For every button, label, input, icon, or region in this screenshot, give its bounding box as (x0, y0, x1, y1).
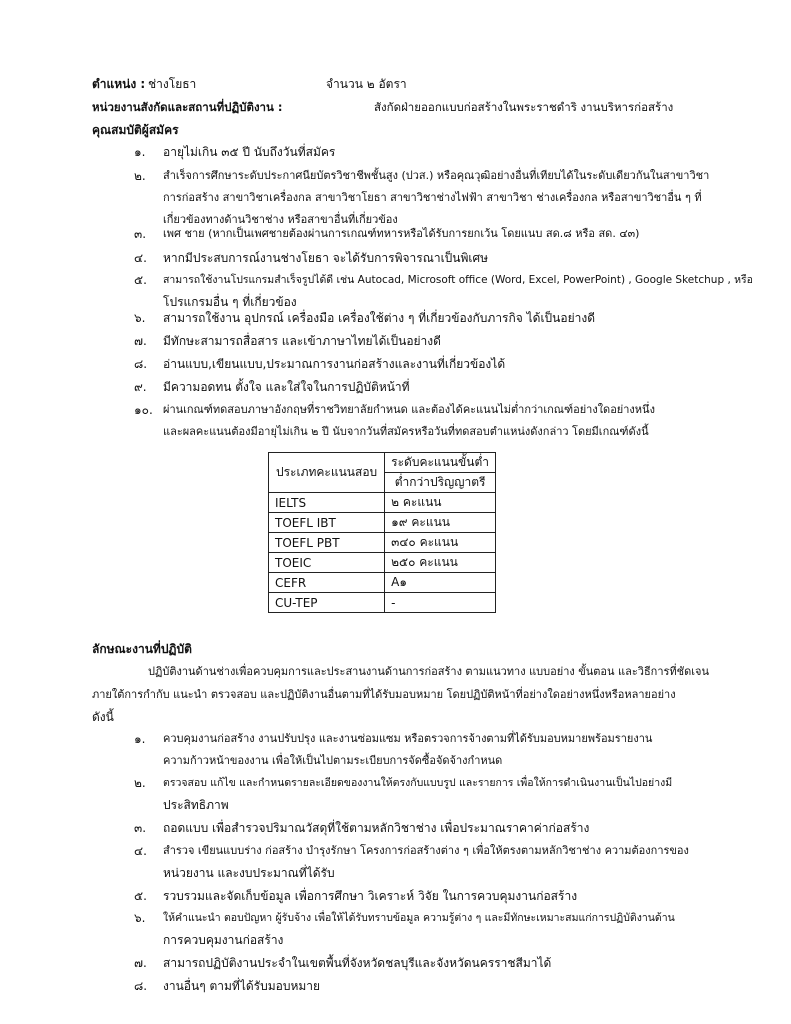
qualification-number: ๙. (134, 380, 147, 394)
duty-number: ๖. (134, 911, 146, 925)
qualification-text: เกี่ยวข้องทางด้านวิชาช่าง หรือสาขาอื่นที่เกี่ยวข้อง (163, 213, 398, 226)
score-cell: ๓๔๐ คะแนน (385, 533, 496, 553)
test-name-cell: IELTS (269, 493, 385, 513)
duty-number: ๗. (134, 956, 147, 970)
qualification-text: และผลคะแนนต้องมีอายุไม่เกิน ๒ ปี นับจากวันที่สมัครหรือวันที่ทดสอบตำแหน่งดังกล่าว โดยมีเกณฑ์ดังนี้ (163, 425, 649, 438)
table-row (269, 553, 496, 573)
table-header-below-bachelor: ต่ำกว่าปริญญาตรี (385, 473, 496, 493)
table-header-row (269, 453, 496, 473)
duty-text: ถอดแบบ เพื่อสำรวจปริมาณวัสดุที่ใช้ตามหลักวิชาช่าง เพื่อประมาณราคาค่าก่อสร้าง (163, 821, 590, 835)
table-row (269, 573, 496, 593)
score-cell: - (385, 593, 496, 613)
table-row (269, 513, 496, 533)
table-row (269, 593, 496, 613)
unit-label: หน่วยงานสังกัดและสถานที่ปฏิบัติงาน : (92, 100, 283, 114)
duty-text: หน่วยงาน และงบประมาณที่ได้รับ (163, 866, 335, 880)
duty-text: ให้คำแนะนำ ตอบปัญหา ผู้รับจ้าง เพื่อให้ได้รับทราบข้อมูล ความรู้ต่าง ๆ และมีทักษะเหมาะสมแก่การปฏิบัติงานด้าน (163, 912, 675, 924)
qualification-text: สามารถใช้งาน อุปกรณ์ เครื่องมือ เครื่องใช้ต่าง ๆ ที่เกี่ยวข้องกับภารกิจ ได้เป็นอย่างดี (163, 311, 595, 325)
position-label: ตำแหน่ง : (92, 77, 146, 91)
duty-text: สำรวจ เขียนแบบร่าง ก่อสร้าง บำรุงรักษา โครงการก่อสร้างต่าง ๆ เพื่อให้ตรงตามหลักวิชาช่าง ความต้องการของ (163, 844, 689, 857)
score-cell: ๒ คะแนน (385, 493, 496, 513)
score-cell: ๒๕๐ คะแนน (385, 553, 496, 573)
qualification-text: มีความอดทน ตั้งใจ และใส่ใจในการปฏิบัติหน้าที่ (163, 380, 410, 394)
qualification-text: อายุไม่เกิน ๓๕ ปี นับถึงวันที่สมัคร (163, 145, 336, 159)
duty-text: ความก้าวหน้าของงาน เพื่อให้เป็นไปตามระเบียบการจัดซื้อจัดจ้างกำหนด (163, 754, 503, 767)
duty-text: ประสิทธิภาพ (163, 798, 229, 812)
duty-number: ๘. (134, 979, 148, 993)
qualification-number: ๒. (134, 169, 146, 183)
test-name-cell: TOEFL PBT (269, 533, 385, 553)
position-value: ช่างโยธา (148, 77, 197, 91)
duty-text: ตรวจสอบ แก้ไข และกำหนดรายละเอียดของงานให้ตรงกับแบบรูป และรายการ เพื่อให้การดำเนินงานเป็นไปอย่างมี (163, 777, 673, 789)
duty-text: ควบคุมงานก่อสร้าง งานปรับปรุง และงานซ่อมแซม หรือตรวจการจ้างตามที่ได้รับมอบหมายพร้อมรายงาน (163, 732, 653, 745)
qualification-number: ๘. (134, 357, 148, 371)
qualification-text: เพศ ชาย (หากเป็นเพศชายต้องผ่านการเกณฑ์ทหารหรือได้รับการยกเว้น โดยแนบ สด.๘ หรือ สด. ๔๓) (163, 227, 640, 240)
qualifications-heading: คุณสมบัติผู้สมัคร (92, 123, 179, 137)
score-cell: ๑๙ คะแนน (385, 513, 496, 533)
duty-number: ๑. (134, 732, 146, 746)
qualification-text: หากมีประสบการณ์งานช่างโยธา จะได้รับการพิจารณาเป็นพิเศษ (163, 251, 489, 265)
table-row (269, 533, 496, 553)
table-header-test-type: ประเภทคะแนนสอบ (269, 453, 385, 493)
qualification-number: ๖. (134, 311, 146, 325)
test-name-cell: TOEFL IBT (269, 513, 385, 533)
duty-text: งานอื่นๆ ตามที่ได้รับมอบหมาย (163, 979, 321, 993)
duty-text: สามารถปฏิบัติงานประจำในเขตพื้นที่จังหวัดชลบุรีและจังหวัดนครราชสีมาได้ (163, 956, 552, 970)
test-name-cell: CU-TEP (269, 593, 385, 613)
duties-intro-line: ปฏิบัติงานด้านช่างเพื่อควบคุมการและประสานงานด้านการก่อสร้าง ตามแนวทาง แบบอย่าง ขั้นตอน และวิธีการที่ชัดเจน (148, 665, 710, 678)
table-header-min-score: ระดับคะแนนขั้นต่ำ (385, 453, 496, 473)
qualification-number: ๑. (134, 145, 146, 159)
duties-intro-line: ดังนี้ (92, 710, 114, 724)
qualification-text: อ่านแบบ,เขียนแบบ,ประมาณการงานก่อสร้างและงานที่เกี่ยวข้องได้ (163, 357, 506, 371)
qualification-number: ๑๐. (134, 403, 153, 417)
duties-intro-line: ภายใต้การกำกับ แนะนำ ตรวจสอบ และปฏิบัติงานอื่นตามที่ได้รับมอบหมาย โดยปฏิบัติหน้าที่อย่างใดอย่างหนึ่งหรือหลายอย่าง (92, 688, 676, 701)
duty-number: ๕. (134, 889, 147, 903)
qualification-text: โปรแกรมอื่น ๆ ที่เกี่ยวข้อง (163, 295, 297, 309)
qualification-number: ๕. (134, 273, 147, 287)
qualification-number: ๔. (134, 251, 147, 265)
unit-value: สังกัดฝ่ายออกแบบก่อสร้างในพระราชดำริ งานบริหารก่อสร้าง (374, 100, 674, 114)
qualification-text: มีทักษะสามารถสื่อสาร และเข้าภาษาไทยได้เป็นอย่างดี (163, 334, 441, 348)
qualification-text: สำเร็จการศึกษาระดับประกาศนียบัตรวิชาชีพชั้นสูง (ปวส.) หรือคุณวุฒิอย่างอื่นที่เทียบได้ในระดับเดียวกันในสาขาวิชา (163, 169, 710, 182)
qualification-text: การก่อสร้าง สาขาวิชาเครื่องกล สาขาวิชาโยธา สาขาวิชาช่างไฟฟ้า สาขาวิชา ช่างเครื่องกล หรือสาขาวิชาอื่น ๆ ที่ (163, 191, 702, 204)
table-row (269, 493, 496, 513)
duty-number: ๔. (134, 844, 147, 858)
english-score-table (268, 452, 496, 613)
duty-number: ๒. (134, 776, 146, 790)
qualification-text: สามารถใช้งานโปรแกรมสำเร็จรูปได้ดี เช่น Autocad, Microsoft office (Word, Excel, PowerPoint) , Google Sketchup , หรือ (163, 274, 753, 286)
duty-number: ๓. (134, 821, 147, 835)
test-name-cell: CEFR (269, 573, 385, 593)
duty-text: รวบรวมและจัดเก็บข้อมูล เพื่อการศึกษา วิเคราะห์ วิจัย ในการควบคุมงานก่อสร้าง (163, 889, 578, 903)
duty-text: การควบคุมงานก่อสร้าง (163, 933, 284, 947)
duties-heading: ลักษณะงานที่ปฏิบัติ (92, 642, 192, 656)
test-name-cell: TOEIC (269, 553, 385, 573)
qualification-number: ๓. (134, 227, 147, 241)
qualification-text: ผ่านเกณฑ์ทดสอบภาษาอังกฤษที่ราชวิทยาลัยกำหนด และต้องได้คะแนนไม่ต่ำกว่าเกณฑ์อย่างใดอย่างหนึ่ง (163, 403, 655, 416)
position-count: จำนวน ๒ อัตรา (326, 77, 407, 91)
qualification-number: ๗. (134, 334, 147, 348)
score-cell: A๑ (385, 573, 496, 593)
